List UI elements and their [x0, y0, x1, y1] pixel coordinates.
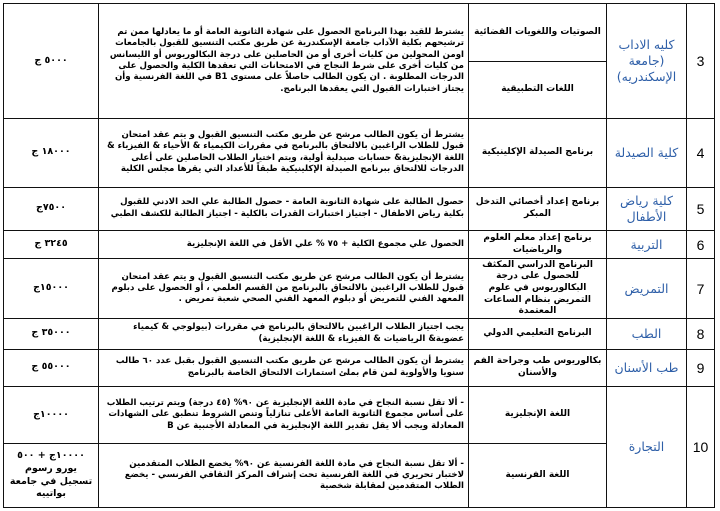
table-row: [4, 4, 715, 119]
row-number: 3: [687, 4, 715, 119]
program-name: برنامج الصيدلة الإكلينيكية: [469, 119, 607, 188]
faculty-name: التجارة: [607, 386, 687, 507]
program-name: برنامج إعداد أخصائي التدخل المبكر: [469, 187, 607, 230]
program-cell: [469, 4, 607, 119]
program-name: برنامج إعداد معلم العلوم والرياضيات: [469, 231, 607, 259]
admission-conditions: يشترط للقيد بهذا البرنامج الحصول على شهادة الثانوية العامة أو ما يعادلها ممن تم ترشيحهم بكلية الآداب جامعة الإسكندرية عن طريق مكتب التنسيق للقبول بالجامعات اومن المحولين من كليات أخرى أو من الحاصلين على درجة البكالوريوس أو الليسانس من كليات أخرى على شرط النجاح في الامتحانات التي تعقدها الكلية والحصول على الدرجات المطلوبة . ان يكون الطالب حاصلاً على مستوى B1 في اللغة الفرنسية وأن يجتاز اختبارات القبول التي يعقدها البرنامج.: [99, 4, 469, 119]
admission-conditions: يشترط أن يكون الطالب مرشح عن طريق مكتب التنسيق القبول بقبل عدد ٦٠ طالب سنويا والأولوية لمن قام بملئ استمارات الالتحاق الخاصة بالبرنامج: [99, 349, 469, 386]
admission-conditions: يشترط أن يكون الطالب مرشح عن طريق مكتب التنسيق القبول و يتم عقد امتحان قبول للطلاب الراغبين بالالتحاق بالبرنامج في مقررات الكيمياء & الأحياء & الفيزياء & اللغة الإنجليزية& حسابات صيدلية أولية، ويتم اختيار الطلاب الحاصلين على أعلى الدرجات للالتحاق ببرنامج الصيدلة الإكلينيكية طبقاً للأعداد التي يقرها مجلس الكلية: [99, 119, 469, 188]
fee: ٣٢٤٥ ج: [4, 231, 99, 259]
program-name: الصوتيات واللغويات القضائية: [474, 26, 601, 37]
program-name: بكالوريوس طب وجراحة الفم والأسنان: [469, 349, 607, 386]
fee: ٣٥٠٠٠ ج: [4, 319, 99, 349]
faculty-name: التمريض: [607, 259, 687, 319]
table-row: [4, 119, 715, 188]
table-row: [4, 259, 715, 319]
fee: ١٥٠٠٠ج: [4, 259, 99, 319]
program-name: اللغة الفرنسية: [469, 444, 607, 508]
program-name: اللغات التطبيقية: [501, 83, 574, 94]
admission-conditions: حصول الطالبة على شهادة الثانوية العامة - حصول الطالبة علي الحد الادني للقبول بكلية رياض الاطفال - اجتياز اختبارات القدرات بالكلية - اجتياز الطالبة للكشف الطبي: [99, 187, 469, 230]
row-number: 8: [687, 319, 715, 349]
row-number: 4: [687, 119, 715, 188]
faculty-name: طب الأسنان: [607, 349, 687, 386]
admission-conditions: يجب اجتياز الطلاب الراغبين بالالتحاق بالبرنامج في مقررات (بيولوجي & كيمياء عضوية& الرياضيات & الفيزياء & اللغة الإنجليزية): [99, 319, 469, 349]
programs-table: [3, 3, 715, 508]
fee: ٥٠٠٠ ج: [4, 4, 99, 119]
admission-conditions: - ألا تقل نسبة النجاح في مادة اللغة الإنجليزية عن ٩٠% (٤٥ درجة) ويتم ترتيب الطلاب على أساس مجموع الثانوية العامة الأعلى تنازلياً وتنص الشروط تنطبق على الشهادات المعادلة ويجب ألا يقل تقدير اللغة الإنجليزية في المعادلة الأجنبية عن B: [99, 386, 469, 444]
fee: ٧٥٠٠ج: [4, 187, 99, 230]
table-row: [4, 231, 715, 259]
faculty-name: كلية رياض الأطفال: [607, 187, 687, 230]
fee: ١٠٠٠٠ج: [4, 386, 99, 444]
fee: ١٠٠٠٠ج + ٥٠٠ يورو رسوم تسجيل في جامعة بواتييه: [4, 444, 99, 508]
table-row: [4, 187, 715, 230]
faculty-name: كليه الاداب (جامعة الإسكندريه): [607, 4, 687, 119]
faculty-name: التربية: [607, 231, 687, 259]
program-name: البرنامج التعليمي الدولي: [469, 319, 607, 349]
faculty-name: كلية الصيدلة: [607, 119, 687, 188]
fee: ١٨٠٠٠ ج: [4, 119, 99, 188]
admission-conditions: الحصول علي مجموع الكلية + ٧٥ % علي الأقل في اللغة الإنجليزية: [99, 231, 469, 259]
row-number: 5: [687, 187, 715, 230]
table-row: [4, 349, 715, 386]
table-row: [4, 319, 715, 349]
row-number: 6: [687, 231, 715, 259]
row-number: 9: [687, 349, 715, 386]
row-number: 10: [687, 386, 715, 507]
row-number: 7: [687, 259, 715, 319]
program-name: البرنامج الدراسي المكثف للحصول على درجة البكالوريوس في علوم التمريض بنظام الساعات المعتمدة: [469, 259, 607, 319]
program-name: اللغة الإنجليزية: [469, 386, 607, 444]
fee: ٥٥٠٠٠ ج: [4, 349, 99, 386]
table-row: [4, 386, 715, 444]
admission-conditions: - ألا تقل نسبة النجاح في مادة اللغة الفرنسية عن ٩٠% يخضع الطلاب المتقدمين لاختبار تحريري في اللغة الفرنسية تحت إشراف المركز الثقافي الفرنسي - يخضع الطلاب المتقدمين لمقابلة شخصية: [99, 444, 469, 508]
faculty-name: الطب: [607, 319, 687, 349]
admission-conditions: يشترط أن يكون الطالب مرشح عن طريق مكتب التنسيق القبول و يتم عقد امتحان قبول للطلاب الراغبين بالالتحاق بالبرنامج من القسم العلمي ، أو الحصول على دبلوم المعهد الفني للتمريض أو دبلوم المعهد الفني الصحي شعبة تمريض .: [99, 259, 469, 319]
